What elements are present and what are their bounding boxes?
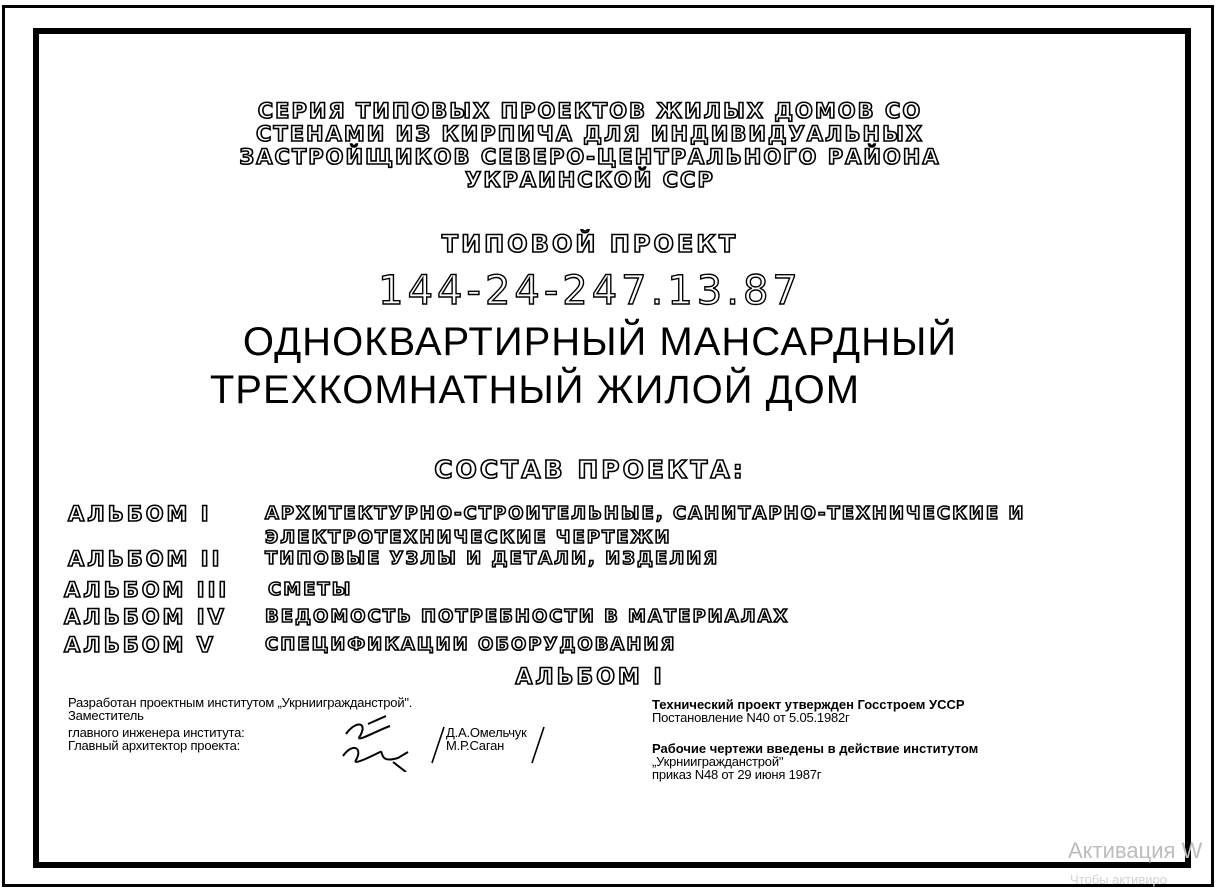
- project-title-line-1: ОДНОКВАРТИРНЫЙ МАНСАРДНЫЙ: [242, 320, 958, 364]
- activation-watermark-title: Активация W: [1068, 838, 1203, 863]
- album-5-label: АЛЬБОМ V: [64, 633, 217, 657]
- working-drawings-line-2: „Укрниигражданстрой": [652, 754, 784, 769]
- series-line-4: УКРАИНСКОЙ ССР: [465, 168, 715, 192]
- working-drawings-line-1: Рабочие чертежи введены в действие институтом: [652, 741, 979, 756]
- signature-slash: [428, 725, 448, 765]
- activation-watermark-subtitle: Чтобы активиро: [1070, 872, 1168, 887]
- chief-architect-label: Главный архитектор проекта:: [68, 738, 241, 753]
- signatures-image: [338, 712, 418, 772]
- album-1-label: АЛЬБОМ I: [68, 502, 212, 526]
- composition-heading: СОСТАВ ПРОЕКТА:: [434, 455, 746, 484]
- project-type-label: ТИПОВОЙ ПРОЕКТ: [441, 230, 739, 258]
- deputy-text: Заместитель: [68, 708, 144, 723]
- series-line-2: СТЕНАМИ ИЗ КИРПИЧА ДЛЯ ИНДИВИДУАЛЬНЫХ: [255, 122, 925, 146]
- album-2-label: АЛЬБОМ II: [68, 547, 223, 571]
- approval-line-2: Постановление N40 от 5.05.1982г: [652, 710, 850, 725]
- chief-engineer-name: Д.А.Омельчук: [446, 725, 527, 740]
- series-line-3: ЗАСТРОЙЩИКОВ СЕВЕРО-ЦЕНТРАЛЬНОГО РАЙОНА: [239, 145, 941, 169]
- current-album-label: АЛЬБОМ I: [515, 665, 665, 690]
- working-drawings-line-3: приказ N48 от 29 июня 1987г: [652, 767, 822, 782]
- album-2-description: ТИПОВЫЕ УЗЛЫ И ДЕТАЛИ, ИЗДЕЛИЯ: [265, 548, 720, 569]
- chief-architect-name: М.Р.Саган: [446, 738, 505, 753]
- album-4-description: ВЕДОМОСТЬ ПОТРЕБНОСТИ В МАТЕРИАЛАХ: [265, 606, 790, 627]
- series-heading: [200, 100, 980, 192]
- project-number: 144-24-247.13.87: [378, 268, 802, 314]
- album-1-description: АРХИТЕКТУРНО-СТРОИТЕЛЬНЫЕ, САНИТАРНО-ТЕХНИЧЕСКИЕ И: [265, 503, 1026, 524]
- album-3-label: АЛЬБОМ III: [64, 578, 230, 602]
- chief-engineer-label: главного инженера института:: [68, 725, 245, 740]
- album-4-label: АЛЬБОМ IV: [64, 605, 227, 629]
- album-3-description: СМЕТЫ: [268, 579, 353, 600]
- signature-slash-right: [528, 725, 548, 765]
- album-5-description: СПЕЦИФИКАЦИИ ОБОРУДОВАНИЯ: [265, 634, 677, 655]
- approval-line-1: Технический проект утвержден Госстроем УССР: [652, 697, 965, 712]
- series-line-1: СЕРИЯ ТИПОВЫХ ПРОЕКТОВ ЖИЛЫХ ДОМОВ СО: [257, 99, 923, 123]
- album-1-description-cont: ЭЛЕКТРОТЕХНИЧЕСКИЕ ЧЕРТЕЖИ: [265, 527, 672, 548]
- project-title-line-2: ТРЕХКОМНАТНЫЙ ЖИЛОЙ ДОМ: [209, 368, 861, 412]
- developed-by-text: Разработан проектным институтом „Укрниигражданстрой".: [68, 695, 413, 710]
